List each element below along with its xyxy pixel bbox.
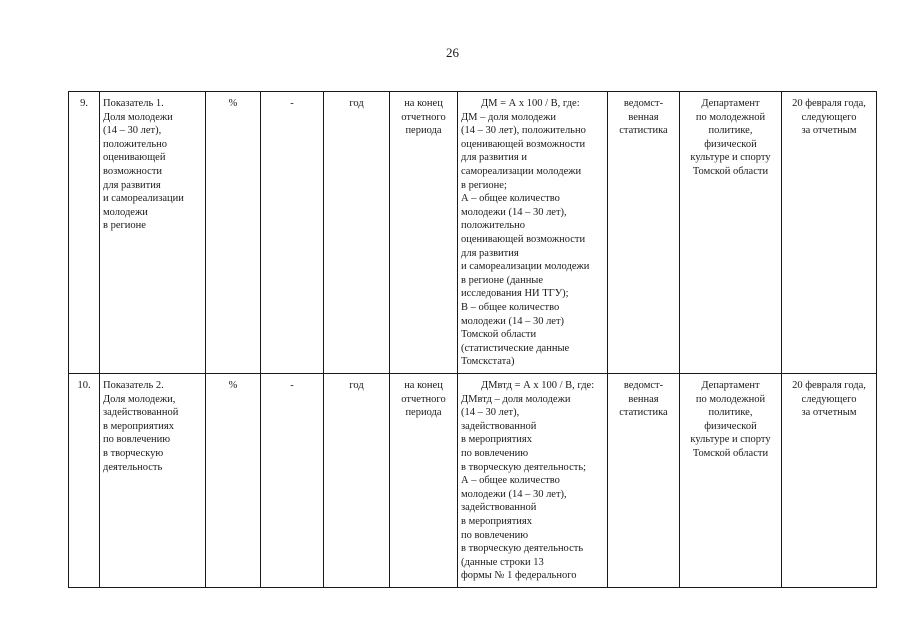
time-line: периода [405, 407, 442, 419]
unit-cell: % [206, 374, 261, 588]
row-number: 10. [69, 374, 100, 588]
data-source-cell [608, 374, 680, 588]
formula-line: оценивающей возможности [461, 138, 586, 150]
indicator-name-line: деятельность [103, 461, 163, 473]
department-line: по молодежной [695, 111, 766, 123]
deadline-cell [782, 92, 877, 374]
formula-line: А – общее количество [461, 193, 560, 205]
indicator-name-line: оценивающей [103, 152, 166, 164]
unit-cell: % [206, 92, 261, 374]
indicator-name-line: в регионе [103, 220, 146, 232]
deadline-line: 20 февраля года, [792, 98, 866, 109]
formula-line: по вовлечению [461, 529, 529, 541]
formula-line: положительно [461, 220, 525, 232]
source-line: венная [628, 393, 659, 405]
indicator-name-line: возможности [103, 165, 163, 177]
department-line: по молодежной [695, 393, 766, 405]
indicator-name-line: Показатель 1. [103, 98, 164, 109]
formula-line: (14 – 30 лет), положительно [461, 125, 586, 137]
deadline-cell [782, 374, 877, 588]
indicator-name [100, 374, 206, 588]
indicators-table [68, 91, 877, 588]
formula-line: Томскстата) [461, 356, 515, 368]
indicator-name-line: и самореализации [103, 193, 184, 205]
time-line: на конец [404, 98, 443, 109]
formula-line: ДМвтд = А х 100 / В, где: [481, 380, 595, 391]
data-source-cell [608, 92, 680, 374]
department-line: политике, [708, 125, 753, 137]
time-line: на конец [404, 380, 443, 391]
formula-line: ДМвтд – доля молодежи [461, 393, 571, 405]
deadline-line: следующего [801, 393, 857, 405]
formula-line: молодежи (14 – 30 лет) [461, 315, 565, 327]
formula-line: оценивающей возможности [461, 233, 586, 245]
time-line: отчетного [401, 393, 446, 405]
page-number: 26 [446, 45, 459, 60]
source-line: венная [628, 111, 659, 123]
table-row [69, 92, 877, 374]
time-characteristic-cell [390, 374, 458, 588]
formula-line: А – общее количество [461, 475, 560, 487]
department-line: физической [704, 138, 757, 150]
formula-line: молодежи (14 – 30 лет), [461, 488, 567, 500]
source-line: статистика [619, 407, 668, 419]
indicator-name-line: Показатель 2. [103, 380, 164, 391]
indicator-name-line: Доля молодежи, [103, 393, 176, 405]
department-line: Томской области [692, 447, 769, 459]
formula-line: Томской области [461, 329, 537, 341]
formula-line: в мероприятиях [461, 515, 532, 527]
formula-line: ДМ – доля молодежи [461, 111, 556, 123]
dash-cell: - [261, 374, 324, 588]
time-line: отчетного [401, 111, 446, 123]
indicator-name-line: молодежи [103, 206, 148, 218]
formula-line: задействованной [461, 420, 537, 432]
formula-line: для развития и [461, 152, 527, 164]
formula-line: ДМ = А х 100 / В, где: [481, 98, 580, 109]
deadline-line: 20 февраля года, [792, 380, 866, 391]
deadline-line: следующего [801, 111, 857, 123]
formula-line: в мероприятиях [461, 434, 532, 446]
formula-cell [458, 92, 608, 374]
periodicity-cell: год [324, 374, 390, 588]
indicator-name-line: задействованной [103, 407, 179, 419]
formula-line: задействованной [461, 502, 537, 514]
department-line: культуре и спорту [690, 152, 771, 164]
indicator-name-line: по вовлечению [103, 434, 171, 446]
formula-line: самореализации молодежи [461, 165, 582, 177]
department-line: физической [704, 420, 757, 432]
formula-line: молодежи (14 – 30 лет), [461, 206, 567, 218]
department-line: Департамент [701, 380, 760, 391]
formula-line: исследования НИ ТГУ); [461, 288, 569, 300]
formula-line: формы № 1 федерального [461, 570, 577, 582]
indicator-name-line: положительно [103, 138, 167, 150]
table-row [69, 374, 877, 588]
formula-line: и самореализации молодежи [461, 261, 590, 273]
deadline-line: за отчетным [801, 125, 857, 137]
department-line: культуре и спорту [690, 434, 771, 446]
formula-cell [458, 374, 608, 588]
indicator-name [100, 92, 206, 374]
formula-line: в регионе (данные [461, 274, 544, 286]
dash-cell: - [261, 92, 324, 374]
indicator-name-line: для развития [103, 179, 161, 191]
department-line: Департамент [701, 98, 760, 109]
time-line: периода [405, 125, 442, 137]
source-line: ведомст- [623, 380, 664, 391]
formula-line: (данные строки 13 [461, 556, 544, 568]
indicator-name-line: в мероприятиях [103, 420, 174, 432]
responsible-department-cell [680, 374, 782, 588]
deadline-line: за отчетным [801, 407, 857, 419]
department-line: политике, [708, 407, 753, 419]
indicator-name-line: Доля молодежи [103, 111, 173, 123]
department-line: Томской области [692, 165, 769, 177]
formula-line: в творческую деятельность; [461, 461, 587, 473]
source-line: ведомст- [623, 98, 664, 109]
formula-line: по вовлечению [461, 447, 529, 459]
indicator-name-line: в творческую [103, 447, 164, 459]
formula-line: для развития [461, 247, 519, 259]
formula-line: в творческую деятельность [461, 543, 584, 555]
time-characteristic-cell [390, 92, 458, 374]
formula-line: (статистические данные [461, 342, 570, 354]
formula-line: в регионе; [461, 179, 507, 191]
source-line: статистика [619, 125, 668, 137]
periodicity-cell: год [324, 92, 390, 374]
responsible-department-cell [680, 92, 782, 374]
formula-line: В – общее количество [461, 301, 560, 313]
formula-line: (14 – 30 лет), [461, 407, 520, 419]
row-number: 9. [69, 92, 100, 374]
indicator-name-line: (14 – 30 лет), [103, 125, 162, 137]
